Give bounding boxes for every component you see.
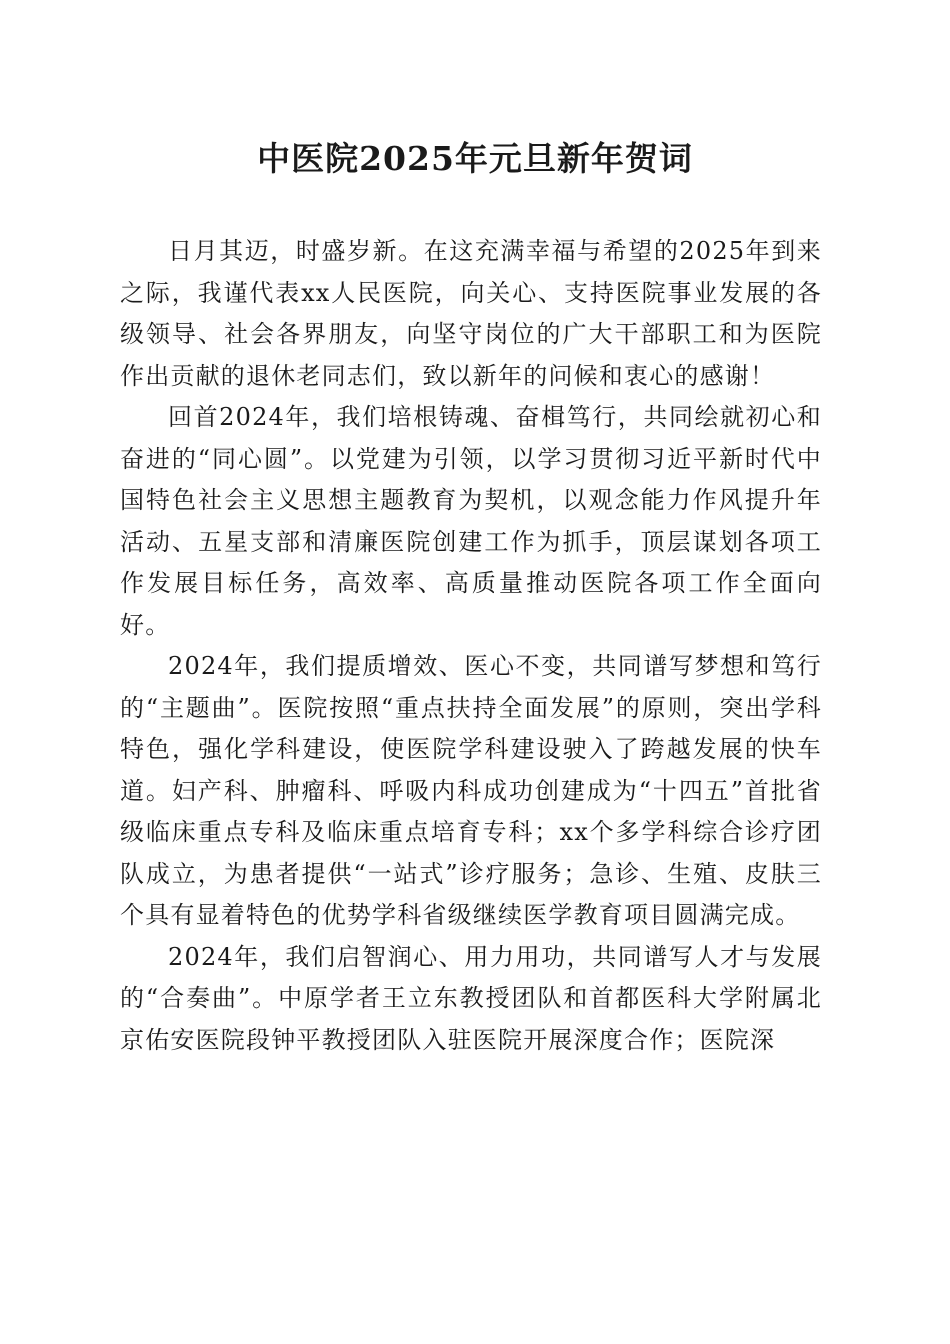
paragraph-talent-development: 2024年，我们启智润心、用力用功，共同谱写人才与发展的“合奏曲”。中原学者王立东教授团队和首都医科大学附属北京佑安医院段钟平教授团队入驻医院开展深度合作；医院深 [120,942,822,1054]
paragraph-discipline-building: 2024年，我们提质增效、医心不变，共同谱写梦想和笃行的“主题曲”。医院按照“重点扶持全面发展”的原则，突出学科特色，强化学科建设，使医院学科建设驶入了跨越发展的快车道。妇产科、肿瘤科、呼吸内科成功创建成为“十四五”首批省级临床重点专科及临床重点培育专科；xx个多学科综合诊疗团队成立，为患者提供“一站式”诊疗服务；急诊、生殖、皮肤三个具有显着特色的优势学科省级继续医学教育项目圆满完成。 [120,652,822,929]
paragraph-review-2024: 回首2024年，我们培根铸魂、奋楫笃行，共同绘就初心和奋进的“同心圆”。以党建为引领，以学习贯彻习近平新时代中国特色社会主义思想主题教育为契机，以观念能力作风提升年活动、五星支部和清廉医院创建工作为抓手，顶层谋划各项工作发展目标任务，高效率、高质量推动医院各项工作全面向好。 [120,403,822,639]
document-body [120,231,822,1061]
paragraph-greeting: 日月其迈，时盛岁新。在这充满幸福与希望的2025年到来之际，我谨代表xx人民医院，向关心、支持医院事业发展的各级领导、社会各界朋友，向坚守岗位的广大干部职工和为医院作出贡献的退休老同志们，致以新年的问候和衷心的感谢！ [120,237,822,390]
document-title: 中医院2025年元旦新年贺词 [257,139,693,178]
